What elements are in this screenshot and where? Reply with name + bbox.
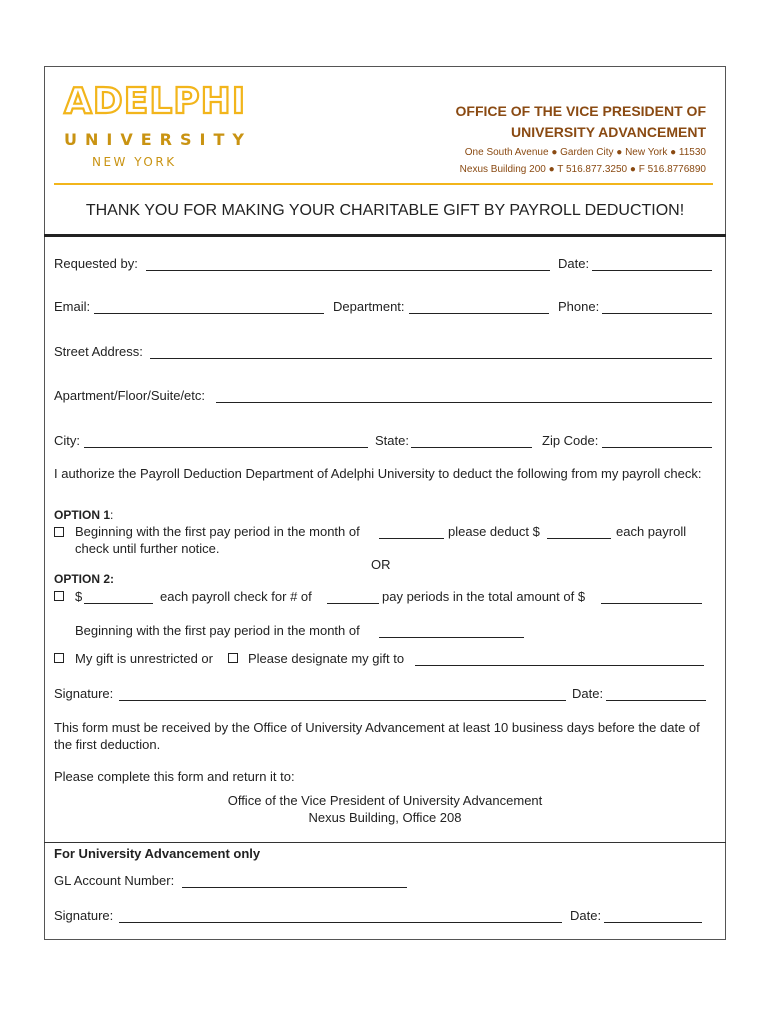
office-address-1: One South Avenue ● Garden City ● New York ● 11530 — [464, 147, 706, 158]
option2-text-b: pay periods in the total amount of $ — [382, 589, 586, 604]
designate-label: Please designate my gift to — [248, 651, 405, 666]
return-address-1: Office of the Vice President of University Advancement — [227, 793, 543, 808]
gl-account-label: GL Account Number: — [54, 873, 175, 888]
office-header — [456, 101, 706, 177]
date-field[interactable] — [592, 270, 712, 271]
option2-periods-field[interactable] — [327, 603, 379, 604]
signature-label: Signature: — [54, 686, 114, 701]
state-label: State: — [375, 433, 409, 448]
requested-by-label: Requested by: — [54, 256, 138, 271]
logo-university: UNIVERSITY — [64, 130, 252, 149]
admin-title: For University Advancement only — [54, 846, 261, 861]
department-label: Department: — [333, 299, 405, 314]
page-title: THANK YOU FOR MAKING YOUR CHARITABLE GIFT BY PAYROLL DEDUCTION! — [85, 202, 685, 219]
option2-amount-field[interactable] — [84, 603, 153, 604]
option2-month-field[interactable] — [379, 637, 524, 638]
signature-date-label: Date: — [572, 686, 604, 701]
option2-label: OPTION 2: — [54, 572, 115, 586]
apartment-label: Apartment/Floor/Suite/etc: — [54, 388, 206, 403]
option1-text-b: please deduct $ — [448, 524, 540, 539]
admin-date-label: Date: — [570, 908, 602, 923]
state-field[interactable] — [411, 447, 532, 448]
option2-text-a: each payroll check for # of — [160, 589, 312, 604]
department-field[interactable] — [409, 313, 549, 314]
requested-by-field[interactable] — [146, 270, 550, 271]
option1-label: OPTION 1: — [54, 508, 114, 522]
unrestricted-label: My gift is unrestricted or — [75, 651, 213, 666]
signature-date-field[interactable] — [606, 700, 706, 701]
signature-field[interactable] — [119, 700, 566, 701]
header-divider — [54, 183, 713, 185]
option1-month-field[interactable] — [379, 538, 444, 539]
deadline-notice: This form must be received by the Office of University Advancement at least 10 business days before the date of the first deduction. — [54, 720, 700, 752]
office-title-1: OFFICE OF THE VICE PRESIDENT OF — [455, 103, 706, 119]
apartment-field[interactable] — [216, 402, 712, 403]
adelphi-logo — [64, 81, 252, 169]
admin-date-field[interactable] — [604, 922, 702, 923]
city-field[interactable] — [84, 447, 368, 448]
option1-checkbox[interactable] — [54, 527, 64, 537]
zip-field[interactable] — [602, 447, 712, 448]
option1-text-c: each payroll — [616, 524, 687, 539]
street-label: Street Address: — [54, 344, 143, 359]
phone-label: Phone: — [558, 299, 600, 314]
logo-wordmark: ADELPHI — [64, 81, 247, 122]
zip-label: Zip Code: — [542, 433, 599, 448]
option1-amount-field[interactable] — [547, 538, 611, 539]
phone-field[interactable] — [602, 313, 712, 314]
admin-divider — [44, 842, 726, 843]
option2-text-c: Beginning with the first pay period in the month of — [75, 623, 360, 638]
option2-dollar: $ — [75, 589, 83, 604]
email-field[interactable] — [94, 313, 324, 314]
title-divider — [44, 234, 726, 237]
street-field[interactable] — [150, 358, 712, 359]
designate-checkbox[interactable] — [228, 653, 238, 663]
logo-location: NEW YORK — [92, 155, 177, 169]
city-label: City: — [54, 433, 80, 448]
office-title-2: UNIVERSITY ADVANCEMENT — [511, 124, 706, 140]
office-address-2: Nexus Building 200 ● T 516.877.3250 ● F 516.8776890 — [459, 164, 706, 175]
email-label: Email: — [54, 299, 91, 314]
designate-field[interactable] — [415, 665, 704, 666]
date-label: Date: — [558, 256, 590, 271]
authorization-text: I authorize the Payroll Deduction Department of Adelphi University to deduct the following from my payroll check: — [54, 466, 702, 481]
return-address-2: Nexus Building, Office 208 — [308, 810, 462, 825]
option1-text-d: check until further notice. — [75, 541, 220, 556]
or-divider-text: OR — [371, 557, 391, 572]
admin-signature-label: Signature: — [54, 908, 114, 923]
gl-account-field[interactable] — [182, 887, 407, 888]
option2-checkbox[interactable] — [54, 591, 64, 601]
return-instructions: Please complete this form and return it to: — [54, 769, 295, 784]
admin-signature-field[interactable] — [119, 922, 562, 923]
option1-text-a: Beginning with the first pay period in the month of — [75, 524, 360, 539]
unrestricted-checkbox[interactable] — [54, 653, 64, 663]
option2-total-field[interactable] — [601, 603, 702, 604]
